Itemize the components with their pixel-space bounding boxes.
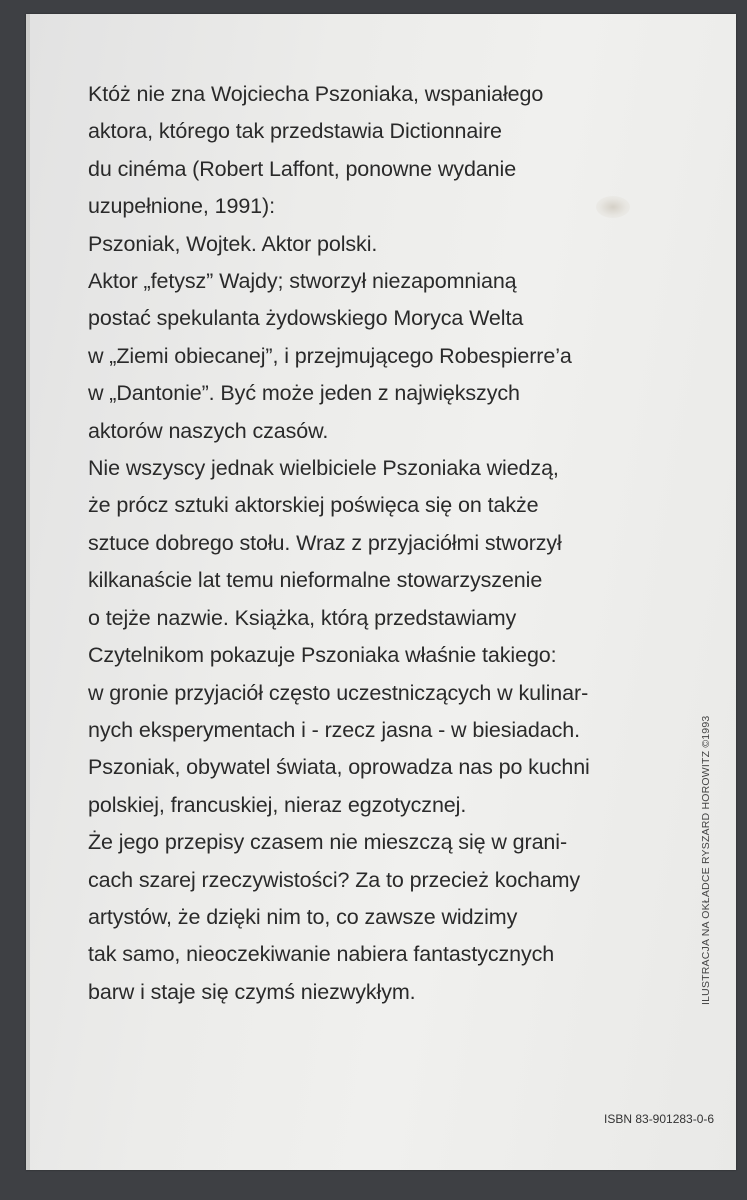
- blurb-line: o tejże nazwie. Książka, którą przedstawiamy: [88, 605, 517, 630]
- blurb-line: uzupełnione, 1991):: [88, 194, 275, 219]
- blurb-line: nych eksperymentach i - rzecz jasna - w biesiadach.: [88, 717, 581, 742]
- blurb-line: kilkanaście lat temu nieformalne stowarzyszenie: [88, 568, 543, 593]
- blurb-line: polskiej, francuskiej, nieraz egzotycznej.: [88, 792, 467, 817]
- blurb-line: cach szarej rzeczywistości? Za to przecież kochamy: [88, 867, 581, 892]
- blurb-line: Aktor „fetysz” Wajdy; stworzył niezapomnianą: [88, 269, 517, 294]
- blurb-line: Pszoniak, obywatel świata, oprowadza nas po kuchni: [88, 755, 590, 780]
- isbn-number: ISBN 83-901283-0-6: [604, 1112, 715, 1126]
- blurb-line: w „Ziemi obiecanej”, i przejmującego Robespierre’a: [88, 343, 572, 368]
- blurb-line: aktora, którego tak przedstawia Dictionnaire: [88, 119, 502, 144]
- blurb-line: Pszoniak, Wojtek. Aktor polski.: [88, 231, 378, 256]
- blurb-line: w gronie przyjaciół często uczestniczących w kulinar-: [88, 680, 589, 705]
- blurb-line: artystów, że dzięki nim to, co zawsze widzimy: [88, 904, 518, 929]
- blurb-text: [88, 76, 648, 1011]
- blurb-line: du cinéma (Robert Laffont, ponowne wydanie: [88, 156, 517, 181]
- illustration-credit: ILUSTRACJA NA OKŁADCE RYSZARD HOROWITZ ©1993: [700, 715, 712, 1005]
- blurb-line: Że jego przepisy czasem nie mieszczą się w grani-: [88, 830, 568, 855]
- blurb-line: aktorów naszych czasów.: [88, 418, 329, 443]
- blurb-line: Któż nie zna Wojciecha Pszoniaka, wspaniałego: [88, 82, 544, 106]
- blurb-line: postać spekulanta żydowskiego Moryca Welta: [88, 306, 524, 331]
- cover-spine-edge: [26, 14, 30, 1170]
- blurb-line: barw i staje się czymś niezwykłym.: [88, 979, 416, 1004]
- blurb-line: tak samo, nieoczekiwanie nabiera fantastycznych: [88, 942, 555, 967]
- blurb-line: Nie wszyscy jednak wielbiciele Pszoniaka wiedzą,: [88, 456, 559, 481]
- blurb-line: w „Dantonie”. Być może jeden z największych: [88, 381, 520, 406]
- blurb-line: Czytelnikom pokazuje Pszoniaka właśnie takiego:: [88, 643, 557, 668]
- blurb-line: sztuce dobrego stołu. Wraz z przyjaciółmi stworzył: [88, 530, 562, 555]
- blurb-line: że prócz sztuki aktorskiej poświęca się on także: [88, 493, 539, 518]
